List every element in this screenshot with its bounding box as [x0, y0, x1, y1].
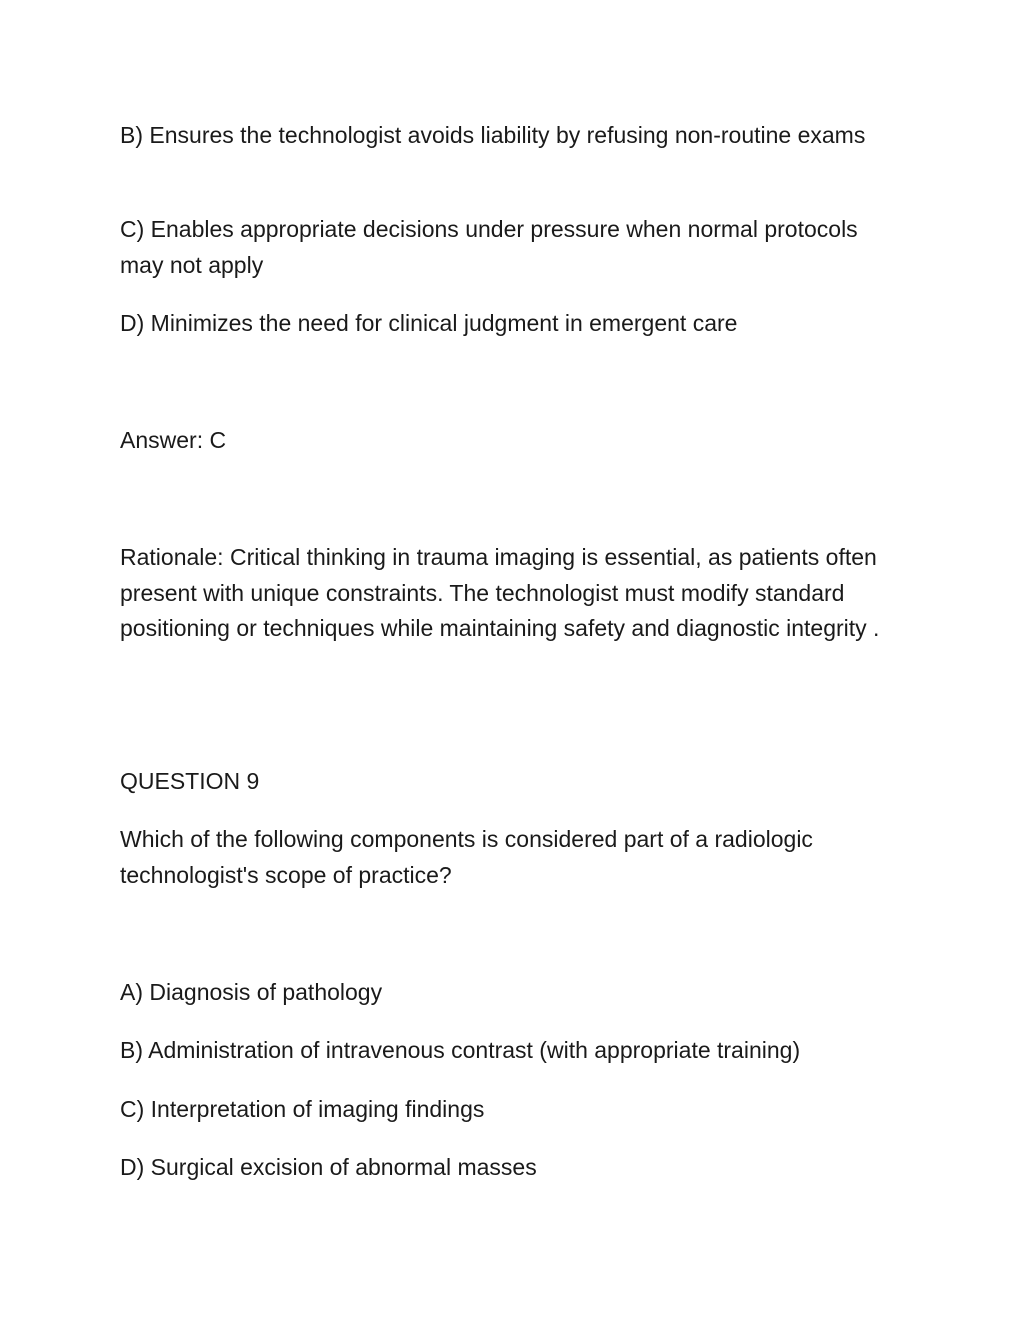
prev-rationale: Rationale: Critical thinking in trauma imaging is essential, as patients often present with unique constraints. The technologist must modify standard positioning or techniques while maintaining safety and diagnostic integrity . — [120, 544, 880, 641]
prev-option-d: D) Minimizes the need for clinical judgment in emergent care — [120, 310, 738, 336]
option-a: A) Diagnosis of pathology — [120, 979, 383, 1005]
question-text: Which of the following components is considered part of a radiologic technologist's scope of practice? — [120, 826, 813, 888]
option-b: B) Administration of intravenous contrast (with appropriate training) — [120, 1037, 801, 1063]
question-heading: QUESTION 9 — [120, 768, 260, 794]
prev-option-c: C) Enables appropriate decisions under pressure when normal protocols may not apply — [120, 216, 858, 278]
prev-option-b: B) Ensures the technologist avoids liability by refusing non-routine exams — [120, 122, 866, 148]
prev-answer: Answer: C — [120, 427, 227, 453]
option-c: C) Interpretation of imaging findings — [120, 1096, 485, 1122]
option-d: D) Surgical excision of abnormal masses — [120, 1154, 537, 1180]
